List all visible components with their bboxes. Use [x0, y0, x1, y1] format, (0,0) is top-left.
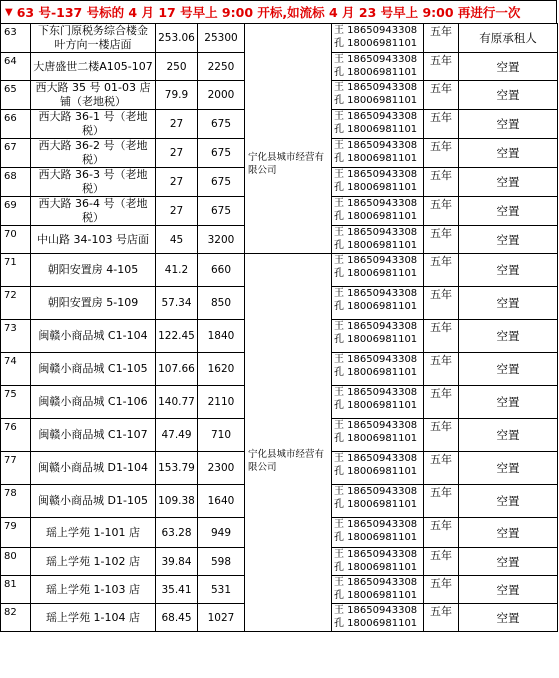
area-cell: 27 — [156, 110, 198, 139]
status-cell: 空置 — [459, 287, 558, 320]
property-name-cell: 闽赣小商品城 D1-105 — [31, 485, 156, 518]
contact-line: 王 18650943308 — [334, 198, 418, 209]
area-cell: 27 — [156, 197, 198, 226]
rent-cell: 949 — [198, 518, 245, 548]
contact-line: 孔 18006981101 — [334, 268, 418, 279]
lease-term-cell: 五年 — [424, 24, 459, 53]
contact-line: 王 18650943308 — [334, 387, 418, 398]
contact-line: 王 18650943308 — [334, 227, 418, 238]
contact-line: 王 18650943308 — [334, 519, 418, 530]
lease-term-cell: 五年 — [424, 604, 459, 632]
contact-cell — [332, 353, 424, 386]
status-cell: 空置 — [459, 485, 558, 518]
property-name-cell: 西大路 36-4 号（老地税） — [31, 197, 156, 226]
area-cell: 45 — [156, 226, 198, 254]
area-cell: 68.45 — [156, 604, 198, 632]
contact-line: 王 18650943308 — [334, 354, 418, 365]
contact-line: 孔 18006981101 — [334, 367, 418, 378]
contact-line: 孔 18006981101 — [334, 532, 418, 543]
contact-line: 孔 18006981101 — [334, 211, 418, 222]
rent-cell: 850 — [198, 287, 245, 320]
area-cell: 41.2 — [156, 254, 198, 287]
contact-cell — [332, 604, 424, 632]
contact-cell — [332, 518, 424, 548]
property-name-cell: 西大路 35 号 01-03 店铺（老地税） — [31, 81, 156, 110]
status-cell: 空置 — [459, 604, 558, 632]
area-cell: 39.84 — [156, 548, 198, 576]
rent-cell: 660 — [198, 254, 245, 287]
status-cell: 空置 — [459, 197, 558, 226]
row-number-cell: 76 — [1, 419, 31, 452]
status-cell: 空置 — [459, 110, 558, 139]
contact-line: 王 18650943308 — [334, 577, 418, 588]
row-number-cell: 65 — [1, 81, 31, 110]
triangle-icon: ▼ — [5, 6, 13, 18]
property-name-cell: 中山路 34-103 号店面 — [31, 226, 156, 254]
contact-cell — [332, 226, 424, 254]
contact-line: 王 18650943308 — [334, 82, 418, 93]
contact-line: 王 18650943308 — [334, 169, 418, 180]
lease-term-cell: 五年 — [424, 168, 459, 197]
owner-cell: 宁化县城市经营有限公司 — [245, 24, 332, 254]
property-name-cell: 西大路 36-3 号（老地税） — [31, 168, 156, 197]
lease-term-cell: 五年 — [424, 197, 459, 226]
area-cell: 27 — [156, 168, 198, 197]
contact-line: 孔 18006981101 — [334, 95, 418, 106]
contact-cell — [332, 386, 424, 419]
rent-cell: 2110 — [198, 386, 245, 419]
contact-line: 孔 18006981101 — [334, 334, 418, 345]
lease-term-cell: 五年 — [424, 518, 459, 548]
lease-term-cell: 五年 — [424, 254, 459, 287]
lease-term-cell: 五年 — [424, 287, 459, 320]
status-cell: 空置 — [459, 168, 558, 197]
lease-term-cell: 五年 — [424, 386, 459, 419]
contact-line: 王 18650943308 — [334, 605, 418, 616]
lease-term-cell: 五年 — [424, 419, 459, 452]
property-name-cell: 闽赣小商品城 D1-104 — [31, 452, 156, 485]
contact-cell — [332, 24, 424, 53]
contact-line: 王 18650943308 — [334, 321, 418, 332]
lease-term-cell: 五年 — [424, 485, 459, 518]
area-cell: 109.38 — [156, 485, 198, 518]
contact-cell — [332, 287, 424, 320]
lease-term-cell: 五年 — [424, 576, 459, 604]
rent-cell: 2300 — [198, 452, 245, 485]
listing-table-body — [1, 24, 558, 632]
rent-cell: 2250 — [198, 53, 245, 81]
area-cell: 27 — [156, 139, 198, 168]
property-name-cell: 瑶上学苑 1-101 店 — [31, 518, 156, 548]
contact-line: 孔 18006981101 — [334, 499, 418, 510]
contact-cell — [332, 110, 424, 139]
area-cell: 122.45 — [156, 320, 198, 353]
rent-cell: 1640 — [198, 485, 245, 518]
contact-line: 王 18650943308 — [334, 140, 418, 151]
lease-term-cell: 五年 — [424, 139, 459, 168]
lease-term-cell: 五年 — [424, 226, 459, 254]
rent-cell: 675 — [198, 110, 245, 139]
rent-cell: 1620 — [198, 353, 245, 386]
contact-line: 孔 18006981101 — [334, 400, 418, 411]
property-name-cell: 闽赣小商品城 C1-105 — [31, 353, 156, 386]
contact-line: 孔 18006981101 — [334, 67, 418, 78]
contact-line: 王 18650943308 — [334, 255, 418, 266]
area-cell: 107.66 — [156, 353, 198, 386]
row-number-cell: 82 — [1, 604, 31, 632]
property-name-cell: 闽赣小商品城 C1-107 — [31, 419, 156, 452]
notice-banner — [0, 0, 557, 23]
row-number-cell: 69 — [1, 197, 31, 226]
area-cell: 79.9 — [156, 81, 198, 110]
rent-cell: 1840 — [198, 320, 245, 353]
lease-term-cell: 五年 — [424, 81, 459, 110]
contact-line: 孔 18006981101 — [334, 466, 418, 477]
status-cell: 空置 — [459, 53, 558, 81]
area-cell: 63.28 — [156, 518, 198, 548]
row-number-cell: 72 — [1, 287, 31, 320]
row-number-cell: 67 — [1, 139, 31, 168]
property-name-cell: 下东门原税务综合楼金叶方向一楼店面 — [31, 24, 156, 53]
property-name-cell: 瑶上学苑 1-104 店 — [31, 604, 156, 632]
contact-line: 王 18650943308 — [334, 453, 418, 464]
contact-cell — [332, 168, 424, 197]
area-cell: 47.49 — [156, 419, 198, 452]
row-number-cell: 66 — [1, 110, 31, 139]
table-row — [1, 24, 558, 53]
contact-line: 孔 18006981101 — [334, 38, 418, 49]
row-number-cell: 78 — [1, 485, 31, 518]
contact-line: 王 18650943308 — [334, 25, 418, 36]
contact-cell — [332, 452, 424, 485]
contact-line: 孔 18006981101 — [334, 153, 418, 164]
row-number-cell: 70 — [1, 226, 31, 254]
status-cell: 空置 — [459, 452, 558, 485]
lease-term-cell: 五年 — [424, 353, 459, 386]
area-cell: 253.06 — [156, 24, 198, 53]
lease-term-cell: 五年 — [424, 548, 459, 576]
rent-cell: 2000 — [198, 81, 245, 110]
table-row — [1, 254, 558, 287]
row-number-cell: 63 — [1, 24, 31, 53]
area-cell: 57.34 — [156, 287, 198, 320]
area-cell: 250 — [156, 53, 198, 81]
property-name-cell: 瑶上学苑 1-103 店 — [31, 576, 156, 604]
status-cell: 空置 — [459, 518, 558, 548]
lease-term-cell: 五年 — [424, 320, 459, 353]
property-name-cell: 朝阳安置房 5-109 — [31, 287, 156, 320]
status-cell: 空置 — [459, 386, 558, 419]
status-cell: 空置 — [459, 226, 558, 254]
area-cell: 35.41 — [156, 576, 198, 604]
property-name-cell: 西大路 36-2 号（老地税） — [31, 139, 156, 168]
row-number-cell: 68 — [1, 168, 31, 197]
contact-line: 孔 18006981101 — [334, 562, 418, 573]
contact-line: 孔 18006981101 — [334, 182, 418, 193]
contact-cell — [332, 53, 424, 81]
contact-line: 孔 18006981101 — [334, 301, 418, 312]
contact-line: 王 18650943308 — [334, 288, 418, 299]
row-number-cell: 80 — [1, 548, 31, 576]
contact-line: 王 18650943308 — [334, 54, 418, 65]
contact-cell — [332, 81, 424, 110]
contact-line: 孔 18006981101 — [334, 433, 418, 444]
contact-cell — [332, 419, 424, 452]
owner-cell: 宁化县城市经营有限公司 — [245, 254, 332, 632]
lease-term-cell: 五年 — [424, 452, 459, 485]
contact-line: 王 18650943308 — [334, 549, 418, 560]
rent-cell: 675 — [198, 139, 245, 168]
row-number-cell: 64 — [1, 53, 31, 81]
rent-cell: 1027 — [198, 604, 245, 632]
contact-line: 孔 18006981101 — [334, 124, 418, 135]
row-number-cell: 81 — [1, 576, 31, 604]
rent-cell: 531 — [198, 576, 245, 604]
rent-cell: 710 — [198, 419, 245, 452]
contact-line: 王 18650943308 — [334, 111, 418, 122]
status-cell: 空置 — [459, 548, 558, 576]
contact-line: 王 18650943308 — [334, 486, 418, 497]
property-name-cell: 瑶上学苑 1-102 店 — [31, 548, 156, 576]
property-name-cell: 大唐盛世二楼A105-107 — [31, 53, 156, 81]
row-number-cell: 73 — [1, 320, 31, 353]
status-cell: 空置 — [459, 139, 558, 168]
contact-cell — [332, 576, 424, 604]
lease-term-cell: 五年 — [424, 110, 459, 139]
contact-line: 孔 18006981101 — [334, 240, 418, 251]
rent-cell: 598 — [198, 548, 245, 576]
status-cell: 有原承租人 — [459, 24, 558, 53]
contact-cell — [332, 320, 424, 353]
status-cell: 空置 — [459, 254, 558, 287]
row-number-cell: 75 — [1, 386, 31, 419]
property-name-cell: 闽赣小商品城 C1-104 — [31, 320, 156, 353]
property-name-cell: 闽赣小商品城 C1-106 — [31, 386, 156, 419]
contact-cell — [332, 548, 424, 576]
rent-cell: 675 — [198, 197, 245, 226]
property-name-cell: 西大路 36-1 号（老地税） — [31, 110, 156, 139]
contact-line: 王 18650943308 — [334, 420, 418, 431]
rent-cell: 675 — [198, 168, 245, 197]
area-cell: 153.79 — [156, 452, 198, 485]
row-number-cell: 71 — [1, 254, 31, 287]
notice-text: 63 号-137 号标的 4 月 17 号早上 9:00 开标,如流标 4 月 23 号早上 9:00 再进行一次 — [16, 5, 521, 20]
status-cell: 空置 — [459, 576, 558, 604]
lease-term-cell: 五年 — [424, 53, 459, 81]
contact-line: 孔 18006981101 — [334, 618, 418, 629]
row-number-cell: 74 — [1, 353, 31, 386]
rent-cell: 3200 — [198, 226, 245, 254]
rent-cell: 25300 — [198, 24, 245, 53]
area-cell: 140.77 — [156, 386, 198, 419]
status-cell: 空置 — [459, 353, 558, 386]
row-number-cell: 77 — [1, 452, 31, 485]
contact-line: 孔 18006981101 — [334, 590, 418, 601]
status-cell: 空置 — [459, 419, 558, 452]
contact-cell — [332, 485, 424, 518]
contact-cell — [332, 139, 424, 168]
property-name-cell: 朝阳安置房 4-105 — [31, 254, 156, 287]
listing-table — [0, 23, 558, 632]
contact-cell — [332, 254, 424, 287]
row-number-cell: 79 — [1, 518, 31, 548]
status-cell: 空置 — [459, 81, 558, 110]
status-cell: 空置 — [459, 320, 558, 353]
contact-cell — [332, 197, 424, 226]
